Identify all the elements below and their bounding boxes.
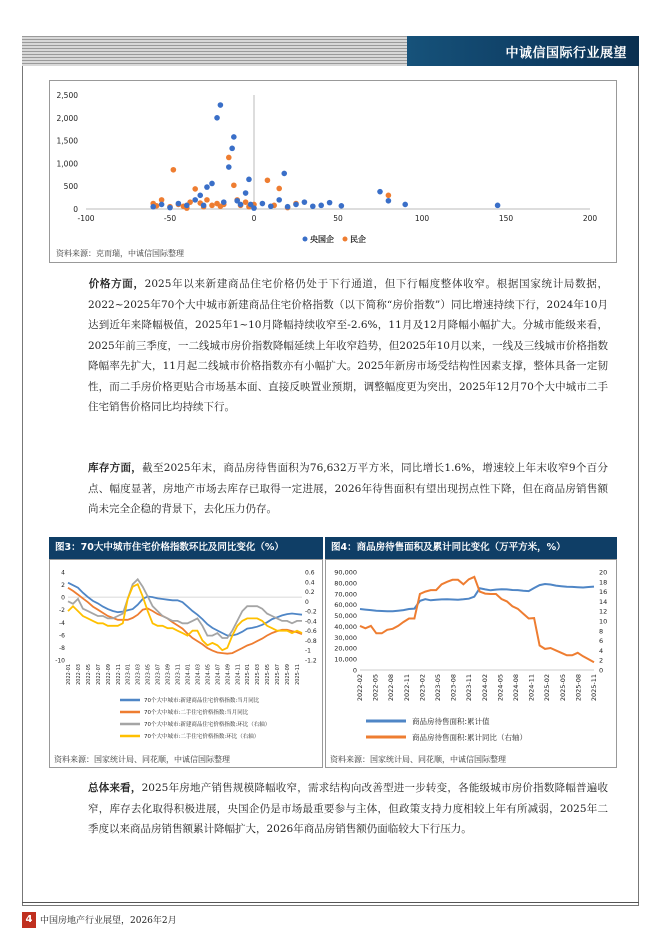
fig4-right-tick: 12 xyxy=(599,607,608,616)
scatter-point-soe xyxy=(318,203,324,209)
fig3-x-tick: 2024-05 xyxy=(205,664,212,685)
scatter-y-tick: 1,000 xyxy=(56,159,78,169)
scatter-y-tick: 2,000 xyxy=(56,113,78,123)
fig3-left-tick: 4 xyxy=(61,569,65,577)
scatter-point-soe xyxy=(268,203,274,209)
fig4-left-tick: 50,000 xyxy=(334,612,357,621)
fig3-left-tick: -10 xyxy=(55,657,65,665)
fig3-x-tick: 2025-03 xyxy=(255,664,262,685)
fig3-x-tick: 2025-05 xyxy=(265,664,272,685)
fig3-chart xyxy=(50,560,322,750)
scatter-point-soe xyxy=(276,197,282,203)
fig3-x-tick: 2023-07 xyxy=(155,664,162,685)
scatter-point-soe xyxy=(495,203,501,209)
fig4-x-tick: 2022-02 xyxy=(356,674,364,702)
scatter-point-soe xyxy=(386,198,392,204)
fig3-x-tick: 2024-07 xyxy=(215,664,222,685)
scatter-point-soe xyxy=(209,181,215,187)
fig3-x-tick: 2025-09 xyxy=(285,664,292,685)
scatter-point-soe xyxy=(293,202,299,208)
fig4-chart xyxy=(326,560,616,750)
fig4-x-tick: 2023-02 xyxy=(418,674,427,702)
fig4-title: 图4：商品房待售面积及累计同比变化（万平方米，%） xyxy=(325,537,617,559)
fig4-left-tick: 40,000 xyxy=(334,622,357,631)
scatter-point-private xyxy=(231,182,237,188)
fig3-series-line xyxy=(68,588,302,654)
fig3-right-tick: -0.2 xyxy=(305,608,317,616)
fig3-legend-label: 70个大中城市:二手住宅价格指数:当月同比 xyxy=(144,710,249,716)
fig3-x-tick: 2025-01 xyxy=(245,664,252,685)
fig3-x-tick: 2023-03 xyxy=(135,664,142,685)
fig4-right-tick: 16 xyxy=(599,588,608,597)
scatter-point-soe xyxy=(150,204,156,210)
scatter-x-tick: 150 xyxy=(498,214,514,223)
scatter-point-soe xyxy=(310,203,316,209)
fig3-left-tick: -6 xyxy=(59,632,65,640)
scatter-point-soe xyxy=(238,202,244,208)
scatter-point-soe xyxy=(377,189,383,195)
scatter-point-soe xyxy=(402,202,408,208)
fig4-x-tick: 2023-08 xyxy=(449,674,458,702)
fig3-x-tick: 2024-09 xyxy=(225,664,232,685)
fig4-left-tick: 10,000 xyxy=(334,655,357,664)
fig4-right-tick: 10 xyxy=(599,617,608,626)
page-header xyxy=(22,36,639,66)
fig3-right-tick: -0.6 xyxy=(305,628,317,636)
fig3-x-tick: 2023-01 xyxy=(125,664,132,685)
paragraph-price-text: 2025年以来新建商品住宅价格仍处于下行通道，但下行幅度整体收窄。根据国家统计局数据，2022~2025年70个大中城市新建商品住宅价格指数（以下简称“房价指数”）同比增速持续下行，2024年10月达到近年来降幅极值，2025年1~10月降幅持续收窄至-2.6%，11月及12月降幅小幅扩大。分城市能级来看，2025年前三季度，一二线城市房价指数降幅延续上年收窄趋势，但2025年10月以来，一线及三线城市价格指数降幅率先扩大，11月起二线城市价格指数亦有小幅扩大。2025年新房市场受结构性因素支撑，整体具备一定韧性，而二手房价格更贴合市场基本面、直接反映置业预期，调整幅度更为突出，2025年12月70个大中城市二手住宅销售价格同比均持续下行。 xyxy=(88,278,608,413)
scatter-x-tick: 200 xyxy=(582,214,598,223)
fig3-right-tick: 0.4 xyxy=(305,579,315,587)
scatter-x-tick: 50 xyxy=(333,214,343,223)
fig4-x-tick: 2023-05 xyxy=(434,674,442,702)
scatter-point-private xyxy=(226,155,232,161)
fig3-x-tick: 2024-11 xyxy=(235,664,242,685)
fig3-panel xyxy=(49,559,323,768)
fig3-right-tick: -0.4 xyxy=(305,618,317,626)
scatter-y-tick: 1,500 xyxy=(56,136,78,146)
fig4-x-tick: 2024-02 xyxy=(480,674,489,702)
fig4-right-tick: 4 xyxy=(599,646,604,655)
scatter-point-private xyxy=(386,193,392,199)
scatter-y-tick: 500 xyxy=(63,182,78,192)
scatter-point-soe xyxy=(226,164,232,170)
fig4-panel xyxy=(325,559,617,768)
scatter-point-soe xyxy=(302,199,308,205)
scatter-point-soe xyxy=(246,177,252,183)
paragraph-inventory-lead: 库存方面， xyxy=(88,462,143,474)
scatter-source: 资料来源：克而瑞，中诚信国际整理 xyxy=(56,249,184,258)
scatter-x-tick: 0 xyxy=(251,214,257,223)
scatter-chart-panel xyxy=(49,80,617,263)
fig4-right-tick: 2 xyxy=(599,656,604,665)
scatter-point-soe xyxy=(176,201,182,207)
scatter-point-soe xyxy=(251,205,257,211)
fig3-title: 图3：70大中城市住宅价格指数环比及同比变化（%） xyxy=(49,537,323,559)
scatter-point-soe xyxy=(327,200,333,206)
fig4-right-tick: 18 xyxy=(599,578,608,587)
fig4-x-tick: 2025-02 xyxy=(543,674,552,702)
scatter-chart xyxy=(50,81,616,262)
fig3-x-tick: 2024-03 xyxy=(195,664,202,685)
scatter-point-soe xyxy=(243,190,249,196)
scatter-x-tick: -50 xyxy=(163,214,177,223)
fig4-x-tick: 2022-08 xyxy=(387,674,396,702)
scatter-point-soe xyxy=(201,203,207,209)
fig4-legend-label: 商品房待售面积:累计值 xyxy=(412,717,490,726)
fig4-x-tick: 2024-08 xyxy=(512,674,520,702)
fig3-x-tick: 2025-07 xyxy=(275,664,282,685)
fig4-x-tick: 2022-05 xyxy=(371,674,380,702)
scatter-point-soe xyxy=(339,203,345,209)
scatter-point-soe xyxy=(204,184,210,190)
fig4-x-tick: 2024-05 xyxy=(496,674,505,702)
fig3-x-tick: 2024-01 xyxy=(185,664,192,685)
fig4-x-tick: 2025-05 xyxy=(558,674,567,702)
fig3-left-tick: 2 xyxy=(61,582,65,590)
scatter-point-private xyxy=(265,177,271,183)
scatter-y-tick: 0 xyxy=(73,205,78,214)
scatter-point-private xyxy=(276,186,282,192)
footer-text: 中国房地产行业展望，2026年2月 xyxy=(40,916,177,926)
fig3-x-tick: 2023-11 xyxy=(175,664,182,685)
fig3-legend-label: 70个大中城市:新建商品住宅价格指数:当月同比 xyxy=(144,698,260,704)
fig4-x-tick: 2023-11 xyxy=(465,674,474,702)
fig4-x-tick: 2025-08 xyxy=(574,674,583,702)
paragraph-price xyxy=(88,274,608,418)
fig3-right-tick: -0.8 xyxy=(305,637,317,645)
fig3-source: 资料来源：国家统计局、同花顺，中诚信国际整理 xyxy=(54,755,230,764)
scatter-point-soe xyxy=(231,134,237,140)
fig3-x-tick: 2022-01 xyxy=(66,664,72,685)
header-banner xyxy=(407,36,639,66)
scatter-point-soe xyxy=(214,115,220,121)
fig3-x-tick: 2022-11 xyxy=(115,664,122,685)
fig3-x-tick: 2023-05 xyxy=(145,664,152,685)
footer-divider xyxy=(22,902,639,903)
fig4-right-tick: 8 xyxy=(599,627,604,636)
scatter-point-soe xyxy=(159,202,165,208)
scatter-point-soe xyxy=(197,193,203,199)
fig3-right-tick: 0.2 xyxy=(305,589,315,597)
header-title: 中诚信国际行业展望 xyxy=(505,46,627,61)
fig3-left-tick: -4 xyxy=(59,619,65,627)
fig4-left-tick: 0 xyxy=(352,666,357,675)
scatter-point-soe xyxy=(285,204,291,210)
scatter-point-soe xyxy=(281,171,287,177)
scatter-x-tick: 100 xyxy=(414,214,430,223)
scatter-point-soe xyxy=(229,146,235,152)
fig3-left-tick: -8 xyxy=(59,644,65,652)
scatter-y-tick: 2,500 xyxy=(56,91,78,100)
fig4-series-line xyxy=(360,577,594,662)
scatter-point-soe xyxy=(218,102,224,108)
scatter-point-soe xyxy=(260,201,266,207)
scatter-point-private xyxy=(204,197,210,203)
fig4-left-tick: 70,000 xyxy=(334,590,357,599)
fig4-left-tick: 80,000 xyxy=(334,579,357,588)
fig3-right-tick: 0 xyxy=(305,598,309,606)
fig3-x-tick: 2022-05 xyxy=(85,664,92,685)
paragraph-inventory xyxy=(88,458,608,520)
fig3-series-line xyxy=(68,583,302,636)
scatter-point-private xyxy=(243,199,249,205)
fig4-x-tick: 2022-11 xyxy=(402,674,411,702)
page-number: 4 xyxy=(22,912,36,928)
fig4-right-tick: 14 xyxy=(599,597,608,606)
fig3-x-tick: 2022-07 xyxy=(95,664,102,685)
scatter-point-soe xyxy=(184,203,190,209)
scatter-point-soe xyxy=(192,197,198,203)
fig3-right-tick: -1 xyxy=(305,647,311,655)
scatter-point-soe xyxy=(221,199,227,205)
paragraph-summary-text: 2025年房地产销售规模降幅收窄，需求结构向改善型进一步转变，各能级城市房价指数降幅普遍收窄，库存去化取得积极进展，央国企仍是市场最重要参与主体，但政策支持力度相较上年有所减弱，2025年二季度以来商品房销售额累计降幅扩大，2026年商品房销售额仍面临较大下行压力。 xyxy=(88,782,608,835)
fig4-right-tick: 6 xyxy=(599,637,604,646)
fig3-right-tick: -1.2 xyxy=(305,657,317,665)
scatter-legend-label: 民企 xyxy=(350,235,366,244)
fig3-x-tick: 2025-11 xyxy=(295,664,302,685)
paragraph-price-lead: 价格方面， xyxy=(88,278,145,290)
fig3-right-tick: 0.6 xyxy=(305,569,315,577)
fig3-legend-label: 70个大中城市:新建商品住宅价格指数:环比（右轴） xyxy=(144,722,271,728)
fig4-left-tick: 90,000 xyxy=(334,568,357,577)
fig3-legend-label: 70个大中城市:二手住宅价格指数:环比（右轴） xyxy=(144,734,260,740)
fig4-source: 资料来源：国家统计局、同花顺，中诚信国际整理 xyxy=(330,755,506,764)
fig4-left-tick: 20,000 xyxy=(334,644,357,653)
scatter-point-soe xyxy=(167,205,173,211)
fig4-x-tick: 2024-11 xyxy=(527,674,536,702)
fig3-x-tick: 2022-09 xyxy=(105,664,112,685)
scatter-legend-marker xyxy=(303,237,308,242)
scatter-legend-marker xyxy=(343,237,348,242)
scatter-x-tick: -100 xyxy=(77,214,95,223)
paragraph-summary-lead: 总体来看， xyxy=(88,782,142,794)
scatter-point-private xyxy=(171,167,177,173)
fig3-left-tick: -2 xyxy=(59,607,65,615)
fig3-series-line xyxy=(68,584,302,650)
fig4-right-tick: 0 xyxy=(599,666,604,675)
fig3-x-tick: 2023-09 xyxy=(165,664,172,685)
fig4-series-line xyxy=(360,584,594,611)
paragraph-summary xyxy=(88,778,608,840)
fig3-series-line xyxy=(68,579,302,638)
scatter-legend-label: 央国企 xyxy=(310,235,334,244)
fig4-x-tick: 2025-11 xyxy=(590,674,598,702)
fig4-left-tick: 60,000 xyxy=(334,601,357,610)
fig3-left-tick: 0 xyxy=(61,594,65,602)
scatter-point-private xyxy=(209,203,215,209)
fig4-legend-label: 商品房待售面积:累计同比（右轴） xyxy=(412,733,528,742)
scatter-point-private xyxy=(192,186,198,192)
fig3-x-tick: 2022-03 xyxy=(75,664,82,685)
fig4-left-tick: 30,000 xyxy=(334,633,357,642)
paragraph-inventory-text: 截至2025年末，商品房待售面积为76,632万平方米，同比增长1.6%，增速较上年末收窄9个百分点、幅度显著，房地产市场去库存已取得一定进展，2026年待售面积有望出现拐点性下降，但在商品房销售额尚未完全企稳的背景下，去化压力仍存。 xyxy=(88,462,609,515)
fig4-right-tick: 20 xyxy=(599,568,608,577)
